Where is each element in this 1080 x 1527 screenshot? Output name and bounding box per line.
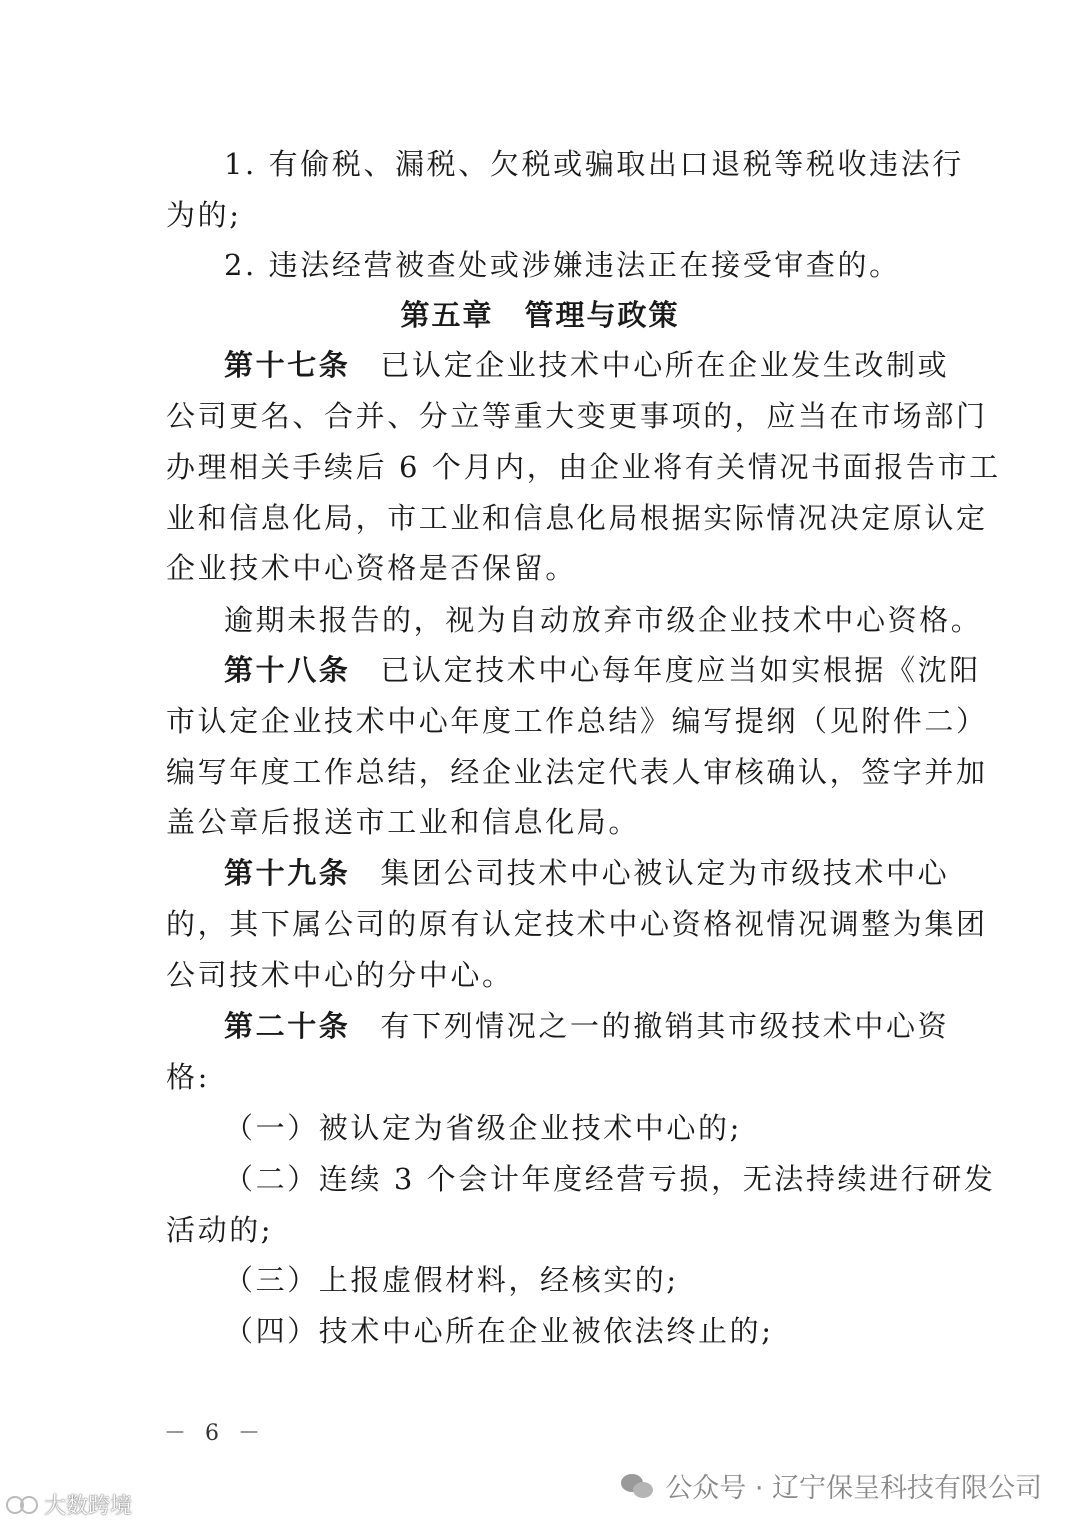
text-line: 公司更名、合并、分立等重大变更事项的，应当在市场部门 [166, 399, 988, 433]
text-segment: 集团公司技术中心被认定为市级技术中心 [380, 856, 950, 890]
wechat-account-label[interactable] [621, 1466, 1042, 1505]
watermark-text: 大数跨境 [44, 1494, 133, 1519]
text-line: 公司技术中心的分中心。 [166, 958, 514, 992]
text-segment: 已认定企业技术中心所在企业发生改制或 [380, 348, 950, 382]
text-line: 企业技术中心资格是否保留。 [166, 551, 577, 585]
watermark [6, 1489, 132, 1520]
article-label: 第二十条 [224, 1009, 351, 1043]
text-line: 1. 有偷税、漏税、欠税或骗取出口退税等税收违法行 [224, 147, 964, 181]
article-18-first-line [224, 652, 981, 688]
list-item: （一）被认定为省级企业技术中心的; [224, 1111, 742, 1145]
article-20-first-line [224, 1008, 950, 1044]
article-label: 第十七条 [224, 348, 351, 382]
text-line: 的，其下属公司的原有认定技术中心资格视情况调整为集团 [166, 907, 988, 941]
text-segment: 已认定技术中心每年度应当如实根据《沈阳 [380, 653, 981, 687]
watermark-logo-icon [6, 1494, 40, 1516]
article-19-first-line [224, 855, 950, 891]
text-line: 2. 违法经营被查处或涉嫌违法正在接受审查的。 [224, 248, 901, 282]
chapter-heading: 第五章 管理与政策 [400, 298, 680, 332]
list-item: （三）上报虚假材料，经核实的; [224, 1263, 679, 1297]
text-line: 盖公章后报送市工业和信息化局。 [166, 805, 641, 839]
list-item: （二）连续 3 个会计年度经营亏损，无法持续进行研发 [224, 1162, 996, 1196]
wechat-account-name: 公众号 · 辽宁保呈科技有限公司 [665, 1473, 1042, 1504]
text-line: 市认定企业技术中心年度工作总结》编写提纲（见附件二） [166, 704, 988, 738]
list-item: （四）技术中心所在企业被依法终止的; [224, 1314, 774, 1348]
text-line: 逾期未报告的，视为自动放弃市级企业技术中心资格。 [224, 603, 983, 637]
text-line: 活动的; [166, 1213, 274, 1247]
article-label: 第十九条 [224, 856, 351, 890]
text-line: 格: [166, 1060, 210, 1094]
text-segment: 有下列情况之一的撤销其市级技术中心资 [380, 1009, 950, 1043]
text-line: 为的; [166, 198, 242, 232]
text-line: 编写年度工作总结，经企业法定代表人审核确认，签字并加 [166, 755, 988, 789]
page-number: － 6 － [164, 1421, 266, 1446]
text-line: 业和信息化局，市工业和信息化局根据实际情况决定原认定 [166, 501, 988, 535]
wechat-icon [621, 1472, 655, 1500]
article-label: 第十八条 [224, 653, 351, 687]
text-line: 办理相关手续后 6 个月内，由企业将有关情况书面报告市工 [166, 450, 1001, 484]
article-17-first-line [224, 347, 950, 383]
